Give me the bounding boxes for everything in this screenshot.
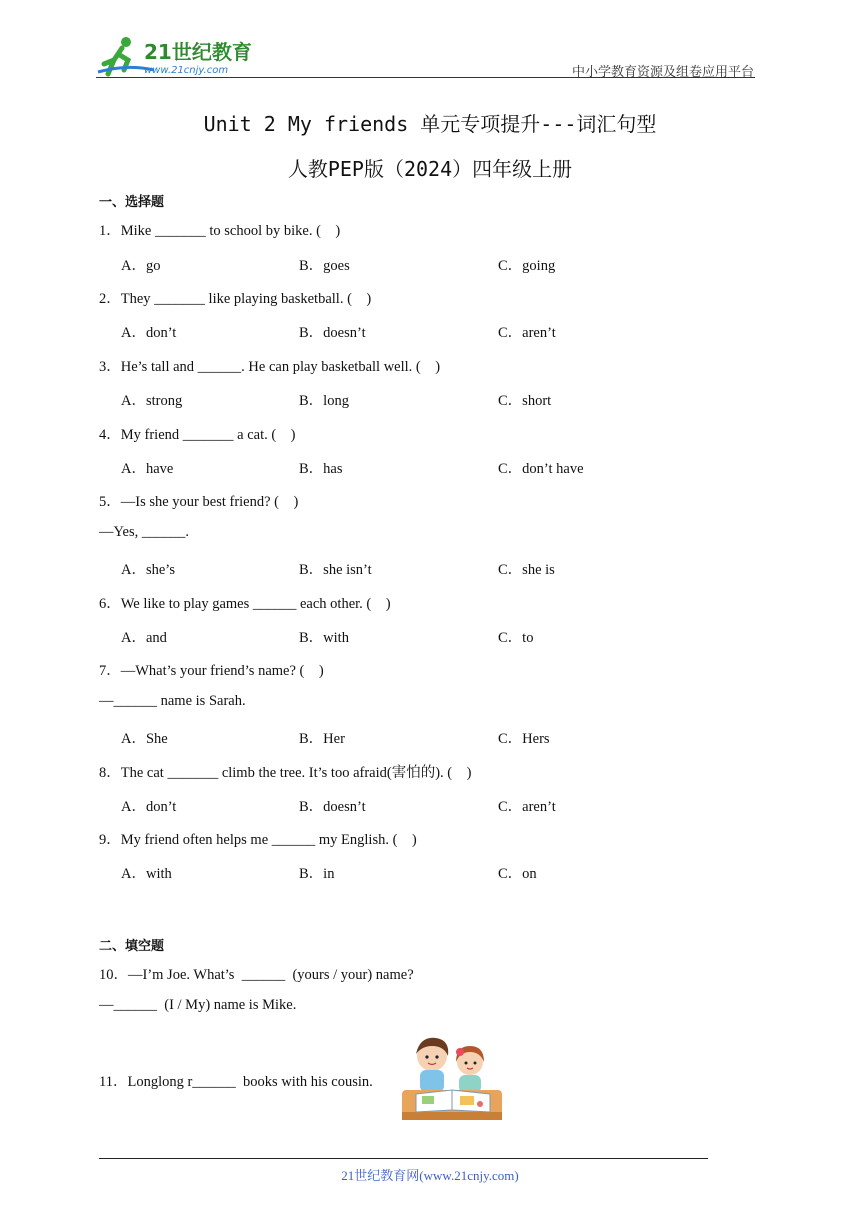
option-b: B．she isn’t xyxy=(299,562,372,578)
kids-reading-illustration xyxy=(400,1032,505,1124)
option-b: B．with xyxy=(299,630,349,646)
option-a: A．go xyxy=(121,258,161,274)
logo-text: 21世纪教育 xyxy=(144,40,252,64)
option-c: C．Hers xyxy=(498,731,550,747)
question-3: 3．He’s tall and ______. He can play basketball well. ( ) xyxy=(99,359,441,375)
option-a: A．don’t xyxy=(121,325,177,341)
question-7: 7．—What’s your friend’s name? ( ) xyxy=(99,663,324,679)
question-2: 2．They _______ like playing basketball. ( ) xyxy=(99,291,372,307)
option-c: C．short xyxy=(498,393,552,409)
page-title: Unit 2 My friends 单元专项提升---词汇句型 xyxy=(203,112,657,136)
option-c: C．aren’t xyxy=(498,799,556,815)
option-c: C．she is xyxy=(498,562,555,578)
option-b: B．doesn’t xyxy=(299,325,366,341)
option-a: A．strong xyxy=(121,393,183,409)
option-b: B．in xyxy=(299,866,335,882)
page-subtitle: 人教PEP版（2024）四年级上册 xyxy=(287,157,573,181)
footer-divider xyxy=(99,1158,708,1159)
option-a: A．have xyxy=(121,461,174,477)
question-10-reply: —______ (I / My) name is Mike. xyxy=(99,997,297,1013)
option-b: B．Her xyxy=(299,731,345,747)
question-4: 4．My friend _______ a cat. ( ) xyxy=(99,427,296,443)
question-8: 8．The cat _______ climb the tree. It’s too afraid(害怕的). ( ) xyxy=(99,765,472,781)
question-9: 9．My friend often helps me ______ my English. ( ) xyxy=(99,832,417,848)
option-a: A．don’t xyxy=(121,799,177,815)
logo-url: www.21cnjy.com xyxy=(144,65,229,76)
question-10: 10．—I’m Joe. What’s ______ (yours / your) name? xyxy=(99,967,414,983)
option-c: C．on xyxy=(498,866,537,882)
footer-link[interactable]: 21世纪教育网(www.21cnjy.com) xyxy=(341,1168,519,1183)
option-b: B．has xyxy=(299,461,343,477)
option-b: B．long xyxy=(299,393,349,409)
option-a: A．with xyxy=(121,866,172,882)
header-platform-text: 中小学教育资源及组卷应用平台 xyxy=(571,65,754,80)
question-11: 11．Longlong r______ books with his cousin. xyxy=(99,1074,373,1090)
question-5-reply: —Yes, ______. xyxy=(99,524,189,540)
option-c: C．don’t have xyxy=(498,461,584,477)
header-divider xyxy=(96,77,755,78)
option-c: C．aren’t xyxy=(498,325,556,341)
option-b: B．doesn’t xyxy=(299,799,366,815)
section-heading-fill: 二、填空题 xyxy=(99,939,165,954)
option-c: C．to xyxy=(498,630,534,646)
option-a: A．She xyxy=(121,731,168,747)
section-heading-choice: 一、选择题 xyxy=(99,195,165,210)
question-7-reply: —______ name is Sarah. xyxy=(99,693,246,709)
option-a: A．she’s xyxy=(121,562,175,578)
option-b: B．goes xyxy=(299,258,350,274)
site-logo xyxy=(96,34,266,78)
question-1: 1．Mike _______ to school by bike. ( ) xyxy=(99,223,341,239)
option-a: A．and xyxy=(121,630,167,646)
question-5: 5．—Is she your best friend? ( ) xyxy=(99,494,299,510)
question-6: 6．We like to play games ______ each other. ( ) xyxy=(99,596,391,612)
option-c: C．going xyxy=(498,258,556,274)
